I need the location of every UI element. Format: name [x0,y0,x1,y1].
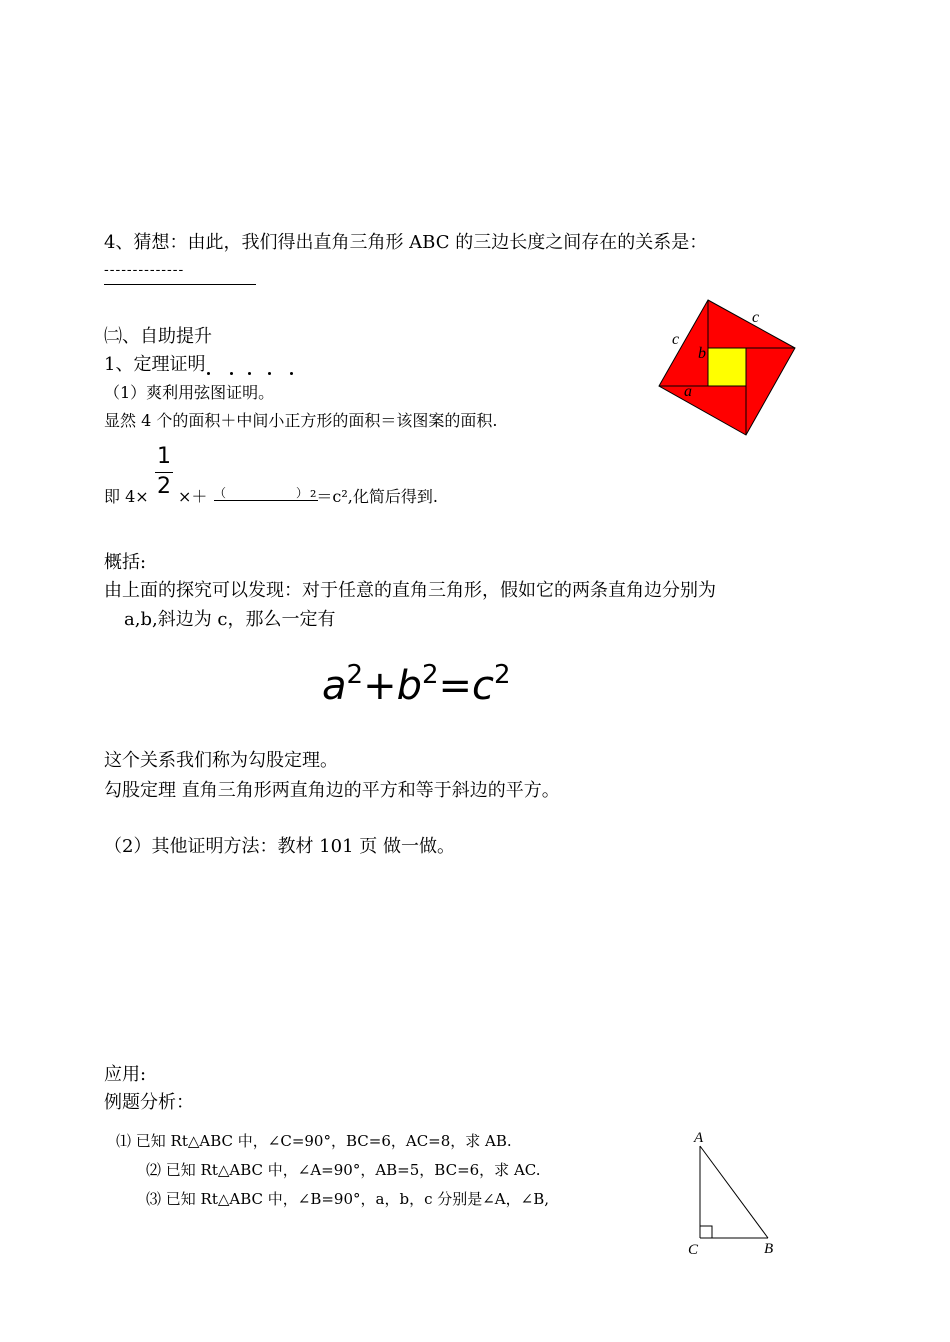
equation-mid: ×＋ [178,487,208,506]
answer-blank: -------------- [104,262,185,278]
equation-suffix: ²＝c²,化简后得到. [310,487,438,506]
formula-exp-a: 2 [346,660,364,690]
equation-prefix: 即 4× [104,487,149,506]
triangle-side-ab [700,1146,768,1238]
chord-diagram [650,290,810,450]
summary-line-2: a,b,斜边为 c，那么一定有 [124,609,336,630]
label-b: b [698,345,706,362]
theorem-name-line: 这个关系我们称为勾股定理。 [104,750,338,771]
label-c-left: c [672,331,680,348]
problem-3: ⑶ 已知 Rt△ABC 中，∠B=90°，a，b，c 分别是∠A，∠B, [146,1190,549,1208]
problem-1: ⑴ 已知 Rt△ABC 中，∠C=90°，BC=6，AC=8，求 AB. [116,1132,512,1150]
formula-b: b [396,663,422,709]
formula-exp-b: 2 [421,660,439,690]
formula-plus: + [363,663,397,709]
section-heading: ㈡、自助提升 [104,326,212,347]
area-note: 显然 4 个的面积＋中间小正方形的面积＝该图案的面积. [104,411,498,430]
example-heading: 例题分析： [104,1092,194,1113]
paren-close: ） [296,486,309,500]
emphasis-dot [248,372,251,375]
emphasis-dot [290,372,293,375]
conjecture-text: 4、猜想：由此，我们得出直角三角形 ABC 的三边长度之间存在的关系是： [104,232,708,253]
right-angle-mark [700,1226,712,1238]
inner-square [708,348,746,386]
application-heading: 应用: [104,1064,147,1085]
summary-heading: 概括: [104,552,147,573]
emphasis-dot [268,372,271,375]
fraction-numerator: 1 [157,444,171,469]
paren-open: （ [214,486,227,500]
theorem-statement: 勾股定理 直角三角形两直角边的平方和等于斜边的平方。 [104,780,560,801]
problem-2: ⑵ 已知 Rt△ABC 中，∠A=90°，AB=5，BC=6，求 AC. [146,1161,541,1179]
proof-method-2: （2）其他证明方法：教材 101 页 做一做。 [104,836,455,857]
formula-a: a [322,663,347,709]
summary-line-1: 由上面的探究可以发现：对于任意的直角三角形，假如它的两条直角边分别为 [104,580,716,601]
formula-exp-c: 2 [494,660,511,690]
label-c-top: c [752,309,760,326]
answer-underline [104,284,256,285]
pythagorean-formula [322,660,511,709]
proof-method-1: （1）爽利用弦图证明。 [104,383,275,402]
theorem-proof-heading: 1、定理证明 [104,354,206,375]
vertex-c-label: C [688,1242,699,1258]
emphasis-dot [230,372,233,375]
vertex-b-label: B [764,1241,774,1257]
label-a: a [684,383,692,400]
formula-c: c [472,663,495,709]
fraction-denominator: 2 [157,474,171,499]
fraction-bar [155,472,173,473]
formula-equals: = [438,663,473,709]
emphasis-dot [207,372,210,375]
right-triangle-diagram [680,1124,810,1264]
vertex-a-label: A [694,1130,704,1146]
